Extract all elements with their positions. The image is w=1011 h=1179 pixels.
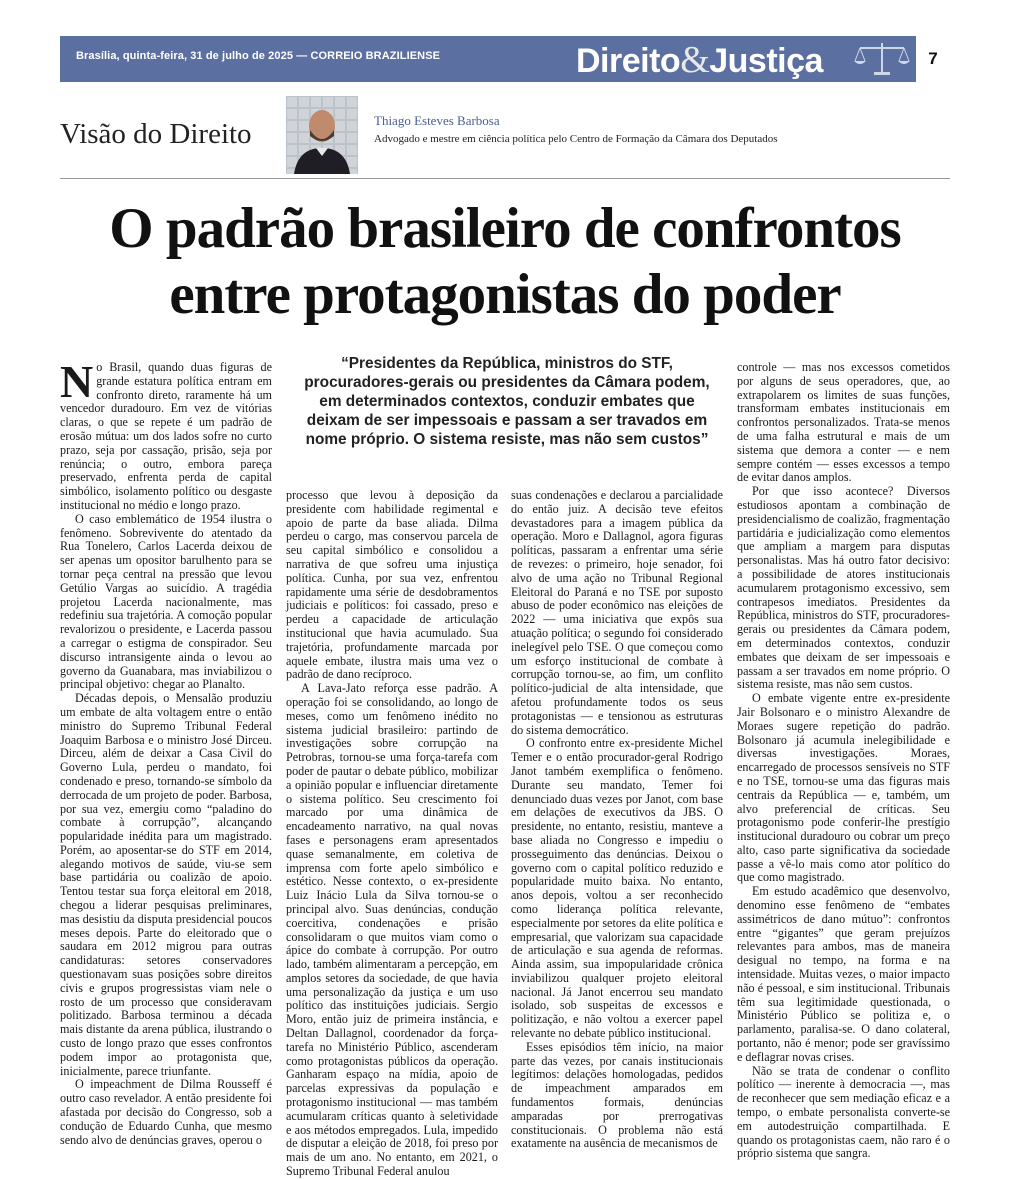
article-column-1 bbox=[60, 356, 272, 1147]
scales-of-justice-icon bbox=[852, 39, 912, 79]
headline-line-1: O padrão brasileiro de confrontos bbox=[109, 197, 901, 260]
drop-cap: N bbox=[60, 356, 94, 407]
section-word-justica: Justiça bbox=[709, 42, 823, 80]
column-name: Visão do Direito bbox=[60, 118, 252, 150]
paragraph: controle — mas nos excessos cometidos por alguns de seus operadores, que, ao extrapolarem os limites de suas funções, transformam embates institucionais em confrontos personalizados. Trata-se menos de uma falha estrutural e mais de um sistema que demora a conter — e nem sempre contém — esses excessos a tempo de evitar danos amplos. bbox=[737, 360, 950, 485]
paragraph: Não se trata de condenar o conflito político — inerente à democracia —, mas de reconhecer que sem mediação eficaz e a tempo, o embate personalista converte-se em autodestruição compartilhada. E quando os protagonistas caem, não raro é o próprio sistema que sangra. bbox=[737, 1063, 950, 1161]
paragraph: Décadas depois, o Mensalão produziu um embate de alta voltagem entre o então ministro do Supremo Tribunal Federal Joaquim Barbosa e o ministro José Dirceu. Dirceu, além de deixar a Casa Civil do Governo Lula, perdeu o mandato, foi condenado e preso, tornando-se símbolo da derrocada de um projeto de poder. Barbosa, por sua vez, emergiu como “paladino do combate à corrupção”, alcançando popularidade inédita para um magistrado. Porém, ao aposentar-se do STF em 2014, alegando motivos de saúde, viu-se sem base partidária ou coalizão de apoio. Tentou testar sua força eleitoral em 2018, chegou a liderar pesquisas preliminares, mas desistiu da disputa presidencial poucos meses depois. Parte do eleitorado que o saudara em 2012 migrou para outras candidaturas: setores conservadores questionavam suas posições sobre direitos civis e grupos progressistas viam nele o rosto de um processo que consideravam politizado. Barbosa terminou a década mais distante da arena pública, ilustrando o custo de longo prazo que esses confrontos podem impor ao protagonista que, inicialmente, parece triunfante. bbox=[60, 691, 272, 1078]
paragraph: O embate vigente entre ex-presidente Jair Bolsonaro e o ministro Alexandre de Moraes sugere repetição do padrão. Bolsonaro já acumula inelegibilidade e diversas investigações. Moraes, encarregado de processos sensíveis no STF e no TSE, tornou-se uma das figuras mais centrais da República — e, também, um alvo preferencial de críticas. Seu protagonismo pode conferir-lhe prestígio institucional duradouro ou cobrar um preço alto, caso parte significativa da sociedade passe a vê-lo mais como ator político do que como magistrado. bbox=[737, 691, 950, 885]
author-photo bbox=[286, 96, 358, 174]
header-band bbox=[60, 36, 950, 82]
paragraph: suas condenações e declarou a parcialidade do então juiz. A decisão teve efeitos devastadores para a imagem pública da operação. Moro e Dallagnol, agora figuras políticas, passaram a enfrentar uma série de revezes: o primeiro, hoje senador, foi alvo de uma ação no Tribunal Regional Eleitoral do Paraná e no TSE por suposto abuso de poder econômico nas eleições de 2022 — uma iniciativa que expôs sua atuação política; o segundo foi considerado inelegível pelo TSE. O que começou como um esforço institucional de combate à corrupção tornou-se, ao fim, um conflito político-judicial de alta intensidade, que afetou profundamente todos os seus protagonistas — e tensionou as estruturas do sistema democrático. bbox=[511, 488, 723, 737]
pull-quote: “Presidentes da República, ministros do STF, procuradores-gerais ou presidentes da Câmara podem, em determinados contextos, conduzir embates que deixam de ser impessoais e passam a ser travados em nome próprio. O sistema resiste, mas não sem custos” bbox=[304, 355, 710, 448]
paragraph: Por que isso acontece? Diversos estudiosos apontam a combinação de presidencialismo de coalizão, fragmentação partidária e judicialização como elementos que ampliam a margem para disputas personalistas. Mas há outro fator decisivo: a possibilidade de atores institucionais acumularem protagonismo excessivo, sem contrapesos imediatos. Presidentes da República, ministros do STF, procuradores-gerais ou presidentes da Câmara podem, em determinados contextos, conduzir embates que deixam de ser impessoais e passam a ser travados em nome próprio. O sistema resiste, mas não sem custos. bbox=[737, 484, 950, 692]
headline bbox=[30, 196, 980, 328]
author-name: Thiago Esteves Barbosa bbox=[374, 113, 500, 128]
paragraph: No Brasil, quando duas figuras de grande estatura política entram em confronto direto, raramente há um vencedor duradouro. Em vez de vitórias claras, o que se repete é um padrão de erosão mútua: um dos lados sofre no curto prazo, seja por cassação, prisão, seja por renúncia; o outro, embora pareça preservado, enfrenta perda de capital simbólico, isolamento político ou desgaste institucional no médio e longo prazo. bbox=[60, 356, 272, 512]
author-bio: Advogado e mestre em ciência política pelo Centro de Formação da Câmara dos Deputados bbox=[374, 133, 778, 145]
date-line: Brasília, quinta-feira, 31 de julho de 2025 — CORREIO BRAZILIENSE bbox=[76, 50, 441, 62]
section-ampersand: & bbox=[680, 39, 710, 81]
page-number: 7 bbox=[916, 36, 950, 82]
paragraph: O caso emblemático de 1954 ilustra o fenômeno. Sobrevivente do atentado da Rua Tonelero, Carlos Lacerda deixou de ser apenas um opositor barulhento para se tornar peça central na pressão que levou Getúlio Vargas ao suicídio. A tragédia projetou Lacerda nacionalmente, mas redefiniu sua trajetória. A comoção popular revalorizou o presidente, e Lacerda passou a carregar o estigma de conspirador. Seu discurso intransigente ainda o levou ao governo da Guanabara, mas inviabilizou o principal objetivo: chegar ao Planalto. bbox=[60, 511, 272, 692]
paragraph: Em estudo acadêmico que desenvolvo, denomino esse fenômeno de “embates assimétricos de dano mútuo”: confrontos entre “gigantes” que geram prejuízos relevantes para ambos, mas de maneira desigual no tempo, na forma e na intensidade. Muitas vezes, o maior impacto não é pessoal, e sim institucional. Tribunais têm sua legitimidade questionada, o Ministério Público se politiza e, o parlamento, paralisa-se. O dano colateral, portanto, não é menor; pode ser gravíssimo e deflagrar novas crises. bbox=[737, 884, 950, 1064]
section-word-direito: Direito bbox=[576, 42, 681, 80]
paragraph: A Lava-Jato reforça esse padrão. A operação foi se consolidando, ao longo de meses, como um fenômeno inédito no sistema judicial brasileiro: partindo de investigações sobre corrupção na Petrobras, tornou-se uma força-tarefa com poder de pautar o debate público, mobilizar a opinião popular e influenciar diretamente o sistema político. Seu crescimento foi marcado por uma dinâmica de encadeamento narrativo, na qual novas fases e personagens eram apresentados quase semanalmente, em coletiva de imprensa com forte apelo simbólico e estético. Nesse contexto, o ex-presidente Luiz Inácio Lula da Silva tornou-se o principal alvo. Suas denúncias, condução coercitiva, condenações e prisão consolidaram o que muitos viam como o ápice do combate à corrupção. Por outro lado, também alimentaram a percepção, em amplos setores da sociedade, de que havia uma personalização da justiça e um uso político das instituições judiciais. Sergio Moro, então juiz de primeira instância, e Deltan Dallagnol, coordenador da força-tarefa no Ministério Público, ascenderam como protagonistas públicos da operação. Ganharam espaço na mídia, apoio de parcelas expressivas da população e protagonismo institucional — mas também acumularam críticas quanto à seletividade e aos métodos empregados. Lula, impedido de disputar a eleição de 2018, foi preso por mais de um ano. No entanto, em 2021, o Supremo Tribunal Federal anulou bbox=[286, 681, 498, 1179]
paragraph: O impeachment de Dilma Rousseff é outro caso revelador. A então presidente foi afastada por decisão do Congresso, sob a condução de Eduardo Cunha, que mesmo sendo alvo de denúncias graves, operou o bbox=[60, 1077, 272, 1147]
divider-rule bbox=[60, 178, 950, 179]
article-column-3 bbox=[511, 489, 723, 1151]
article-column-4 bbox=[737, 361, 950, 1161]
paragraph: Esses episódios têm início, na maior parte das vezes, por canais institucionais legítimos: delações homologadas, pedidos de impeachment amparados em fundamentos formais, denúncias amparadas por prerrogativas constitucionais. O problema não está exatamente na ausência de mecanismos de bbox=[511, 1039, 723, 1151]
headline-line-2: entre protagonistas do poder bbox=[169, 263, 841, 326]
paragraph: O confronto entre ex-presidente Michel Temer e o então procurador-geral Rodrigo Janot também exemplifica o fenômeno. Durante seu mandato, Temer foi denunciado duas vezes por Janot, com base em delações de executivos da JBS. O presidente, no entanto, resistiu, manteve a base aliada no Congresso e impediu o prosseguimento das denúncias. Deixou o governo com o capital político reduzido e popularidade muito baixa. No entanto, anos depois, voltou a ser reconhecido como liderança política relevante, especialmente por setores da elite política e empresarial, que valorizam sua capacidade de articulação e sua agenda de reformas. Ainda assim, sua impopularidade crônica inviabilizou qualquer projeto eleitoral nacional. Já Janot encerrou seu mandato isolado, sob suspeitas de excessos e politização, e não voltou a exercer papel relevante no debate público institucional. bbox=[511, 736, 723, 1041]
paragraph: processo que levou à deposição da presidente com habilidade regimental e apoio de parte da base aliada. Dilma perdeu o cargo, mas conservou parcela de seu capital simbólico e consolidou a narrativa de que sofreu uma injustiça política. Cunha, por sua vez, enfrentou rapidamente uma série de desdobramentos judiciais e políticos: foi cassado, preso e perdeu a capacidade de articulação institucional que havia acumulado. Sua trajetória, profundamente marcada por aquele embate, ilustra mais uma vez o padrão de dano recíproco. bbox=[286, 488, 498, 682]
article-column-2 bbox=[286, 489, 498, 1179]
section-title bbox=[576, 40, 823, 81]
